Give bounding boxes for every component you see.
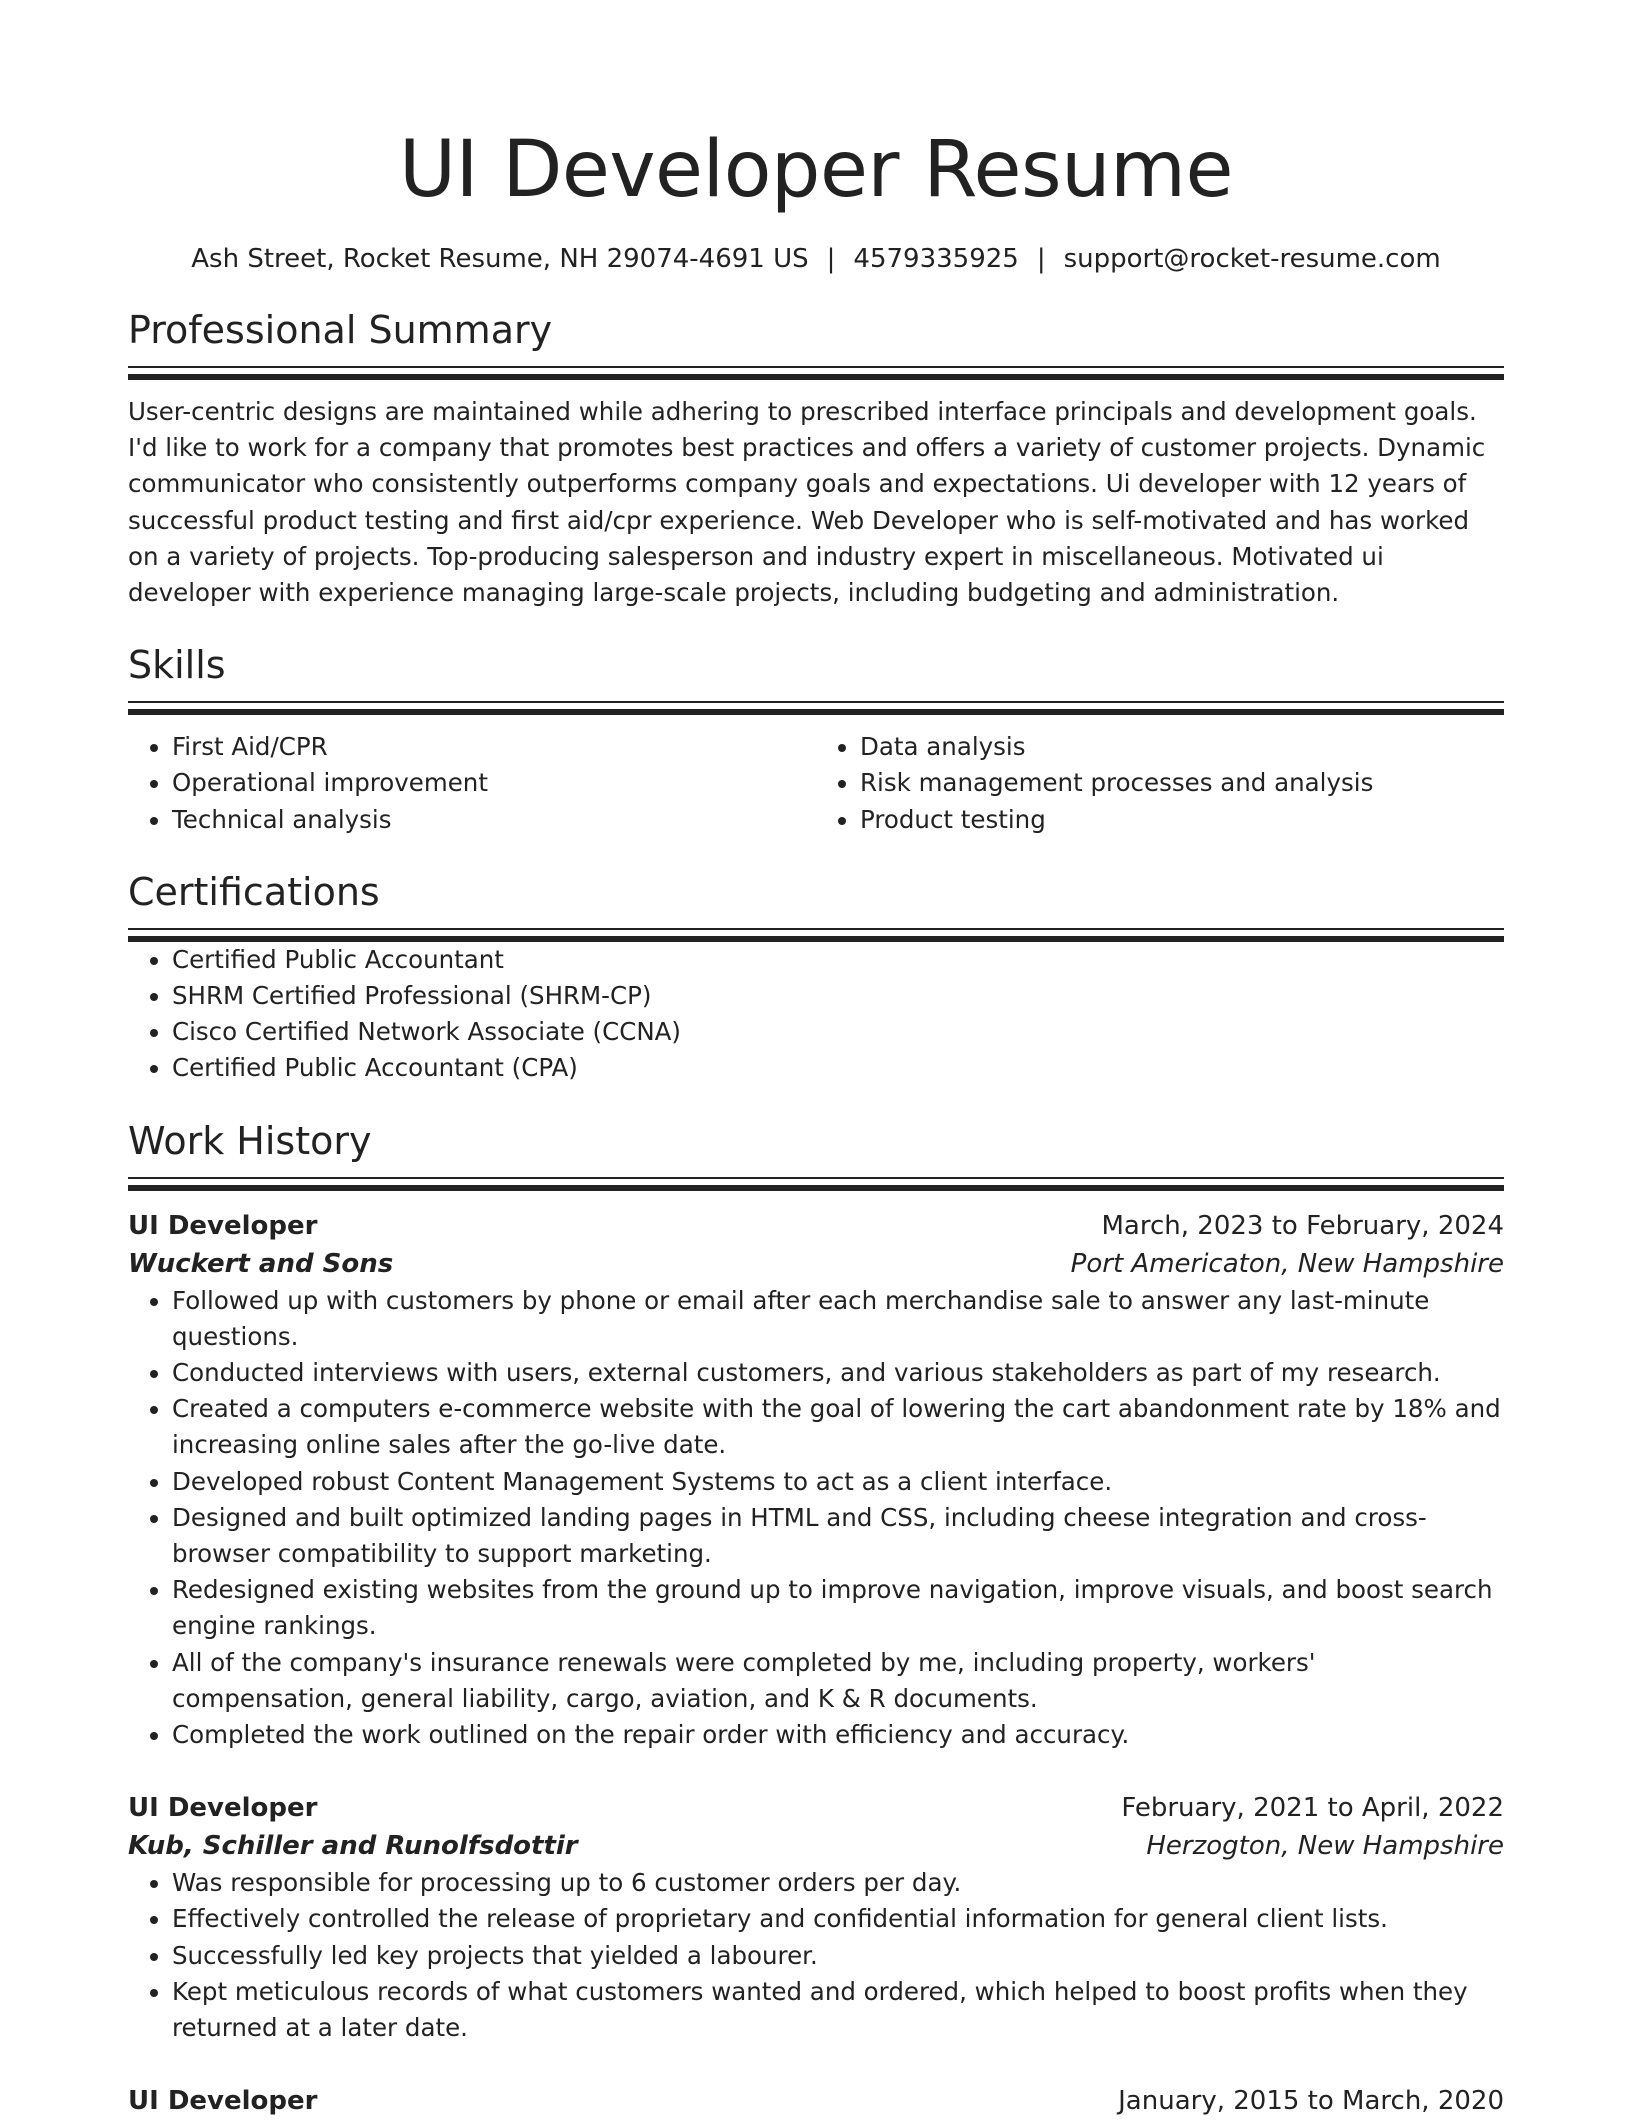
section-divider	[128, 928, 1504, 942]
skill-item: • First Aid/CPR	[172, 729, 816, 765]
job-title-row	[128, 1207, 1504, 1245]
summary-section-header	[128, 306, 1504, 380]
certification-item: • SHRM Certified Professional (SHRM-CP)	[172, 978, 1504, 1014]
job-bullet: • Followed up with customers by phone or email after each merchandise sale to answer any last-minute questions.	[172, 1283, 1504, 1355]
skills-list-left	[128, 729, 816, 838]
job-bullet: • Developed robust Content Management Systems to act as a client interface.	[172, 1464, 1504, 1500]
job-bullet: • Effectively controlled the release of proprietary and confidential information for general client lists.	[172, 1901, 1504, 1937]
contact-line	[128, 242, 1504, 276]
job-title: UI Developer	[128, 1210, 318, 1241]
contact-phone: 4579335925	[853, 244, 1019, 274]
job-bullet: • Redesigned existing websites from the ground up to improve navigation, improve visuals, and boost search engine rankings.	[172, 1572, 1504, 1644]
skill-item: • Product testing	[860, 802, 1504, 838]
summary-text: User-centric designs are maintained while adhering to prescribed interface principals and development goals. I'd like to work for a company that promotes best practices and offers a variety of customer projects. Dynamic communicator who consistently outperforms company goals and expectations. Ui developer with 12 years of successful product testing and first aid/cpr experience. Web Developer who is self-motivated and has worked on a variety of projects. Top-producing salesperson and industry expert in miscellaneous. Motivated ui developer with experience managing large-scale projects, including budgeting and administration.	[128, 397, 1486, 608]
contact-email: support@rocket-resume.com	[1063, 244, 1441, 274]
job-dates: March, 2023 to February, 2024	[1101, 1210, 1504, 1241]
certification-item: • Certified Public Accountant (CPA)	[172, 1050, 1504, 1086]
work-section-header	[128, 1117, 1504, 1191]
contact-address: Ash Street, Rocket Resume, NH 29074-4691 US	[191, 244, 809, 274]
job-company-row	[128, 1827, 1504, 1865]
certifications-section-header	[128, 868, 1504, 942]
job-dates: January, 2015 to March, 2020	[1118, 2086, 1504, 2117]
skills-list-right	[816, 729, 1504, 838]
skills-section-header	[128, 641, 1504, 715]
skill-item: • Operational improvement	[172, 765, 816, 801]
skill-item: • Risk management processes and analysis	[860, 765, 1504, 801]
job-entry	[128, 1207, 1504, 1754]
job-title: UI Developer	[128, 2086, 318, 2117]
job-location: Port Americaton, New Hampshire	[1070, 1248, 1504, 1279]
job-bullets	[128, 1865, 1504, 2046]
job-title: UI Developer	[128, 1793, 318, 1824]
job-bullet: • Conducted interviews with users, external customers, and various stakeholders as part of my research.	[172, 1355, 1504, 1391]
section-divider	[128, 701, 1504, 715]
summary-heading: Professional Summary	[128, 308, 553, 352]
certification-item: • Certified Public Accountant	[172, 942, 1504, 978]
certification-item: • Cisco Certified Network Associate (CCNA)	[172, 1014, 1504, 1050]
job-bullet: • Created a computers e-commerce website with the goal of lowering the cart abandonment rate by 18% and increasing online sales after the go-live date.	[172, 1391, 1504, 1463]
job-entry	[128, 1789, 1504, 2046]
job-bullet: • Completed the work outlined on the repair order with efficiency and accuracy.	[172, 1717, 1504, 1753]
job-bullet: • Designed and built optimized landing pages in HTML and CSS, including cheese integration and cross-browser compatibility to support marketing.	[172, 1500, 1504, 1572]
skills-heading: Skills	[128, 643, 226, 688]
section-divider	[128, 366, 1504, 380]
skill-item: • Technical analysis	[172, 802, 816, 838]
job-company: Kub, Schiller and Runolfsdottir	[128, 1831, 578, 1862]
job-company-row	[128, 1245, 1504, 1283]
skills-columns	[128, 729, 1504, 838]
job-company: Wuckert and Sons	[128, 1248, 394, 1279]
resume-page	[128, 0, 1504, 2120]
job-location: Herzogton, New Hampshire	[1146, 1831, 1504, 1862]
resume-title: UI Developer Resume	[398, 125, 1234, 215]
job-title-row	[128, 2082, 1504, 2120]
skill-item: • Data analysis	[860, 729, 1504, 765]
certifications-heading: Certifications	[128, 869, 380, 914]
job-bullet: • All of the company's insurance renewals were completed by me, including property, workers' compensation, general liability, cargo, aviation, and K & R documents.	[172, 1645, 1504, 1717]
section-divider	[128, 1177, 1504, 1191]
job-bullet: • Was responsible for processing up to 6 customer orders per day.	[172, 1865, 1504, 1901]
job-dates: February, 2021 to April, 2022	[1121, 1793, 1504, 1824]
work-heading: Work History	[128, 1118, 372, 1163]
contact-separator: |	[1036, 244, 1046, 274]
job-bullet: • Successfully led key projects that yielded a labourer.	[172, 1938, 1504, 1974]
certifications-list	[128, 942, 1504, 1087]
contact-separator: |	[826, 244, 836, 274]
job-title-row	[128, 1789, 1504, 1827]
job-entry	[128, 2082, 1504, 2120]
job-bullets	[128, 1283, 1504, 1754]
job-bullet: • Kept meticulous records of what customers wanted and ordered, which helped to boost profits when they returned at a later date.	[172, 1974, 1504, 2046]
